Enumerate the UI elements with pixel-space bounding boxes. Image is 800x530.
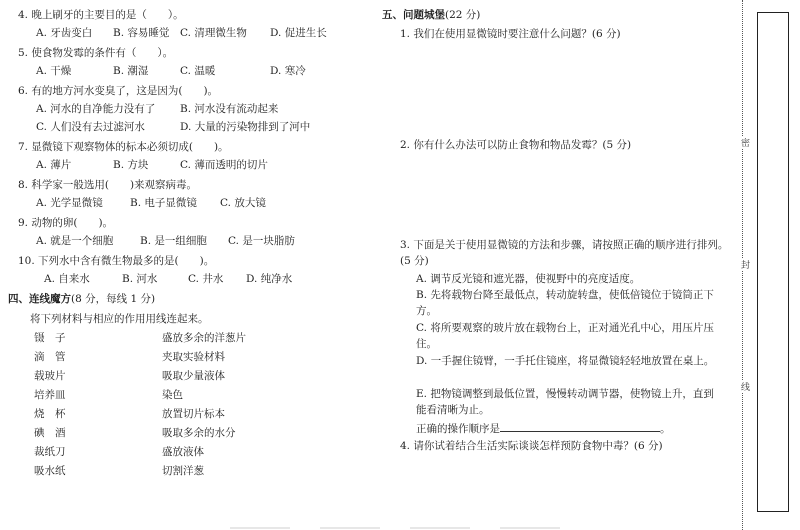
section5-points: (22 分): [445, 9, 481, 21]
q7-option-c: C. 薄而透明的切片: [180, 159, 268, 171]
q9-stem: 9. 动物的卵( )。: [18, 217, 114, 229]
q5-option-a: A. 干燥: [36, 65, 72, 77]
q10-option-a: A. 自来水: [44, 273, 90, 285]
q7-option-b: B. 方块: [113, 159, 149, 171]
q10-option-d: D. 纯净水: [246, 273, 293, 285]
q5-stem: 5. 使食物发霉的条件有（ ）。: [18, 47, 174, 59]
section5-title: [382, 8, 480, 22]
use-item: 放置切片标本: [162, 408, 225, 420]
q3-step-b: B. 先将载物台降至最低点，转动旋转盘，使低倍镜位于镜筒正下方。: [416, 289, 714, 317]
q4-option-a: A. 牙齿变白: [36, 27, 93, 39]
q3-answer-blank[interactable]: [500, 421, 660, 432]
q9-option-c: C. 是一块脂肪: [228, 235, 295, 247]
use-item: 切割洋葱: [162, 465, 204, 477]
q3-stem: 3. 下面是关于使用显微镜的方法和步骤，请按照正确的顺序进行排列。(5 分): [400, 239, 729, 267]
seal-char: 封: [739, 260, 749, 269]
bottom-scan-artifact: [230, 520, 570, 530]
material-item: 吸水纸: [34, 465, 66, 477]
section4-instruction: 将下列材料与相应的作用用线连起来。: [30, 313, 209, 325]
use-item: 盛放液体: [162, 446, 204, 458]
q3-answer-end: 。: [660, 423, 671, 435]
q10-stem: 10. 下列水中含有微生物最多的是( )。: [18, 255, 215, 267]
q5-option-b: B. 潮湿: [113, 65, 149, 77]
q3-step-c: C. 将所要观察的玻片放在载物台上，正对通光孔中心，用压片压住。: [416, 322, 714, 350]
material-item: 培养皿: [34, 389, 66, 401]
use-item: 盛放多余的洋葱片: [162, 332, 246, 344]
material-item: 滴 管: [34, 351, 66, 363]
q3-answer-line: [416, 421, 671, 436]
seal-char: 线: [739, 382, 749, 391]
q1-stem: 1. 我们在使用显微镜时要注意什么问题？(6 分): [400, 28, 621, 40]
section5-heading: 五、问题城堡: [382, 9, 445, 21]
material-item: 碘 酒: [34, 427, 66, 439]
q2-stem: 2. 你有什么办法可以防止食物和物品发霉？(5 分): [400, 139, 632, 151]
q4-option-d: D. 促进生长: [270, 27, 327, 39]
seal-char: 密: [739, 138, 749, 147]
use-item: 夹取实验材料: [162, 351, 225, 363]
q7-stem: 7. 显微镜下观察物体的标本必须切成( )。: [18, 141, 229, 153]
q8-option-b: B. 电子显微镜: [130, 197, 197, 209]
q5-option-d: D. 寒冷: [270, 65, 306, 77]
q10-option-b: B. 河水: [122, 273, 158, 285]
use-item: 吸取少量液体: [162, 370, 225, 382]
q9-option-a: A. 就是一个细胞: [36, 235, 114, 247]
q4-stem: 4. 晚上刷牙的主要目的是（ ）。: [18, 9, 184, 21]
q3-answer-label: 正确的操作顺序是: [416, 423, 500, 435]
q6-option-a: A. 河水的自净能力没有了: [36, 103, 156, 115]
q6-option-b: B. 河水没有流动起来: [180, 103, 279, 115]
q6-option-d: D. 大量的污染物排到了河中: [180, 121, 311, 133]
q8-option-a: A. 光学显微镜: [36, 197, 103, 209]
q7-option-a: A. 薄片: [36, 159, 72, 171]
use-item: 染色: [162, 389, 183, 401]
q3-step-e: E. 把物镜调整到最低位置，慢慢转动调节器，使物镜上升，直到能看清晰为止。: [416, 388, 714, 416]
q10-option-c: C. 井水: [188, 273, 224, 285]
q8-stem: 8. 科学家一般选用( )来观察病毒。: [18, 179, 198, 191]
binding-margin-box: [757, 12, 789, 512]
q6-option-c: C. 人们没有去过滤河水: [36, 121, 145, 133]
q4-right-stem: 4. 请你试着结合生活实际谈谈怎样预防食物中毒？(6 分): [400, 440, 663, 452]
material-item: 裁纸刀: [34, 446, 66, 458]
material-item: 镊 子: [34, 332, 66, 344]
q3-step-d: D. 一手握住镜臂，一手托住镜座，将显微镜轻轻地放置在桌上。: [416, 355, 715, 367]
q8-option-c: C. 放大镜: [220, 197, 266, 209]
q4-option-c: C. 清理微生物: [180, 27, 247, 39]
q5-option-c: C. 温暖: [180, 65, 216, 77]
section4-title: [8, 292, 155, 306]
material-item: 载玻片: [34, 370, 66, 382]
use-item: 吸取多余的水分: [162, 427, 236, 439]
q6-stem: 6. 有的地方河水变臭了，这是因为( )。: [18, 85, 219, 97]
q4-option-b: B. 容易睡觉: [113, 27, 170, 39]
section4-heading: 四、连线魔方: [8, 293, 71, 305]
section4-points: (8 分，每线 1 分): [71, 293, 156, 305]
q9-option-b: B. 是一组细胞: [140, 235, 207, 247]
material-item: 烧 杯: [34, 408, 66, 420]
q3-step-a: A. 调节反光镜和遮光器，使视野中的亮度适度。: [416, 273, 641, 285]
